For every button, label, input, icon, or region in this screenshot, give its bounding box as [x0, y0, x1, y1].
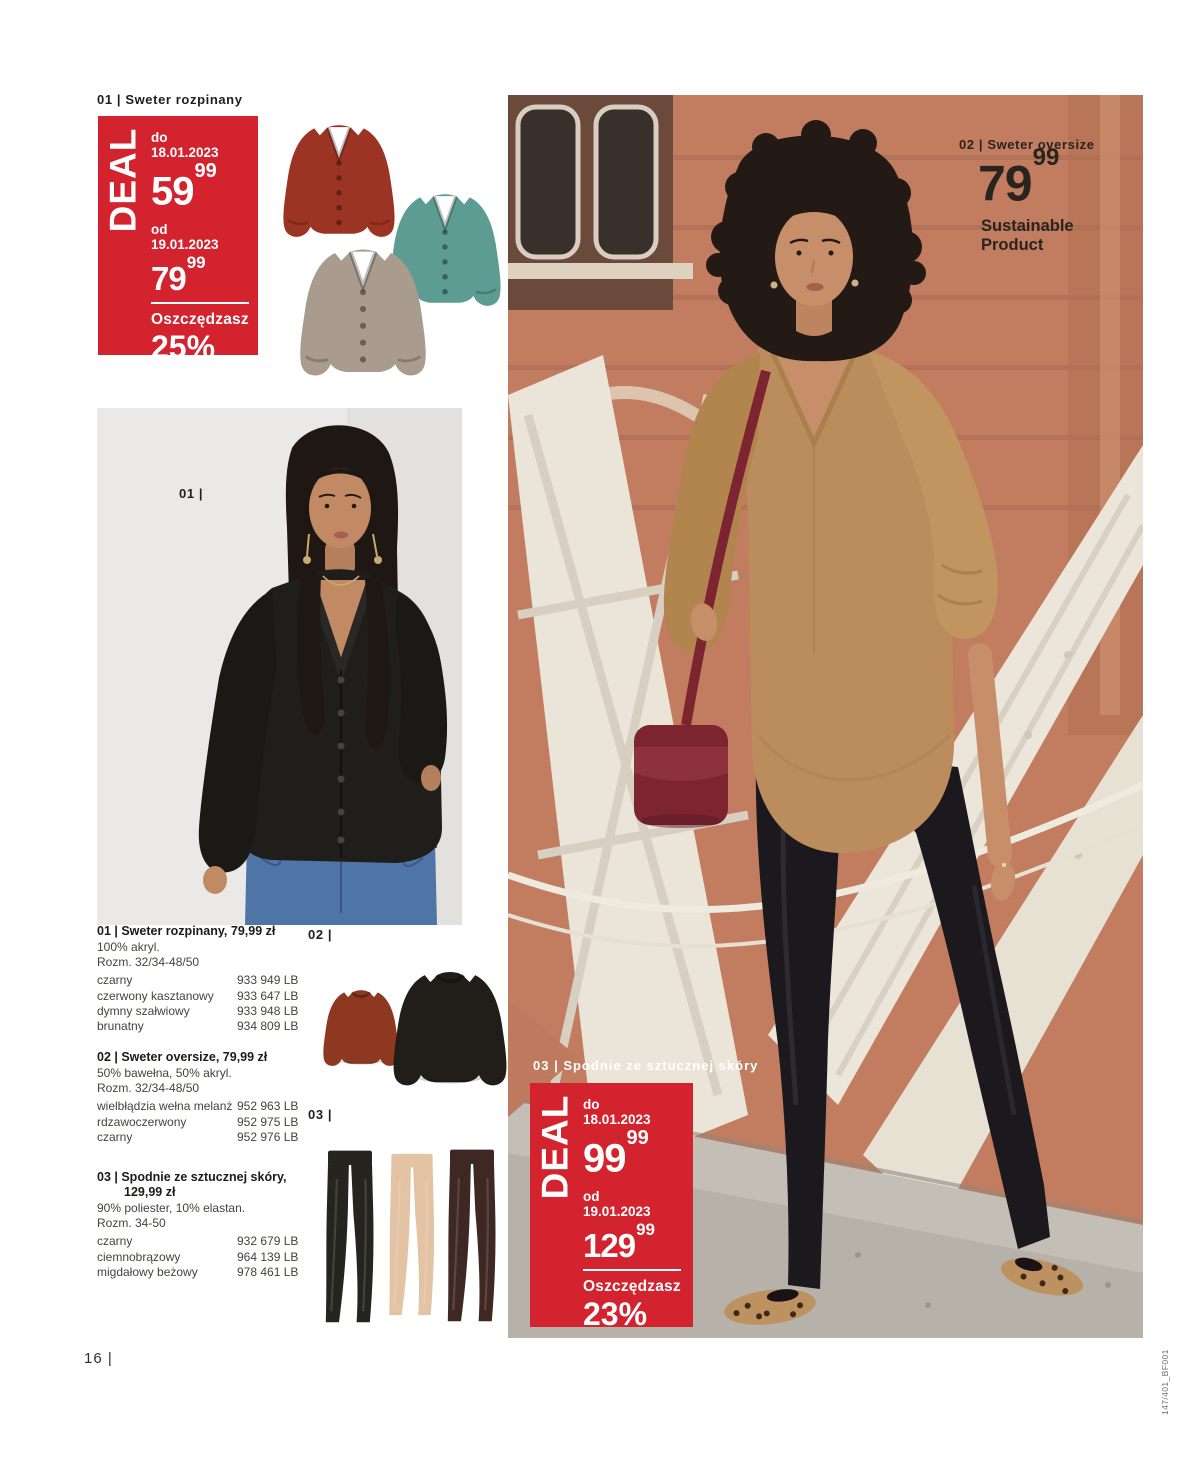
window — [518, 107, 578, 257]
earring — [771, 282, 778, 289]
earring — [852, 280, 859, 287]
deal-from-label: od — [151, 222, 168, 238]
deal-until-label: do — [151, 130, 168, 145]
burgundy-crossbody-bag — [634, 725, 728, 828]
face — [775, 208, 853, 306]
cardigan-colorways-image — [265, 86, 513, 394]
product-01-details — [97, 924, 303, 1034]
deal-new-price: $129^{99}$ — [583, 1220, 655, 1265]
thumb-marker-02: 02 | — [308, 927, 333, 942]
cardigan-red-thumb — [283, 125, 394, 237]
product-03-label: 03 | Spodnie ze sztucznej skóry — [533, 1058, 759, 1073]
fabric: 50% bawełna, 50% akryl. — [97, 1066, 232, 1080]
thumb-marker-03: 03 | — [308, 1107, 333, 1122]
photo-marker-01: 01 | — [179, 486, 204, 501]
product-02-details — [97, 1050, 303, 1145]
cardigan-taupe-thumb — [300, 250, 425, 376]
product-01-label: 01 | Sweter rozpinany — [97, 92, 243, 107]
pants-beige-thumb — [389, 1154, 434, 1315]
pants-colorways-image — [313, 1126, 509, 1346]
pants-brown-thumb — [448, 1150, 496, 1322]
sweater-rust-thumb — [323, 990, 398, 1066]
deal-divider — [583, 1269, 681, 1271]
deal-save-percent: 23% — [583, 1296, 648, 1333]
sweater-black-thumb — [394, 972, 507, 1085]
deal-badge-pants — [530, 1083, 693, 1333]
deal-old-price: $99^{99}$ — [583, 1127, 649, 1181]
color-code-row: brunatny 934 809 LB — [97, 1019, 299, 1034]
color-code-row: czarny 932 679 LB — [97, 1234, 299, 1249]
color-code-row: rdzawoczerwony 952 975 LB — [97, 1114, 299, 1129]
deal-word-vertical: DEAL — [534, 1094, 576, 1200]
deal-save-percent: 25% — [151, 329, 216, 366]
cardigan-model-illustration — [97, 408, 462, 925]
deal-badge-sweater — [98, 116, 258, 366]
sustainable-product-badge: Sustainable Product — [981, 217, 1074, 254]
product-03-details — [97, 1170, 303, 1280]
deal-new-price: $79^{99}$ — [151, 253, 206, 298]
model-photo-cardigan — [97, 408, 462, 925]
deal-word-vertical: DEAL — [102, 127, 144, 233]
deal-save-label: Oszczędzasz — [151, 311, 249, 329]
product-02-label: 02 | Sweter oversize — [959, 137, 1095, 152]
detail-title: 01 | Sweter rozpinany, 79,99 zł — [97, 924, 276, 938]
color-code-row: migdałowy beżowy 978 461 LB — [97, 1264, 299, 1279]
color-code-row: czarny 933 949 LB — [97, 973, 299, 988]
pants-black-thumb — [326, 1151, 374, 1323]
print-code: 147/401_BF001 — [1160, 1349, 1170, 1415]
deal-from-date: 19.01.2023 — [151, 237, 219, 253]
color-code-row: dymny szałwiowy 933 948 LB — [97, 1003, 299, 1018]
deal-save-label: Oszczędzasz — [583, 1278, 681, 1296]
color-code-row: czerwony kasztanowy 933 647 LB — [97, 988, 299, 1003]
deal-divider — [151, 302, 249, 304]
sizes: Rozm. 32/34-48/50 — [97, 1081, 200, 1096]
product-02-price: $79^{99}$ — [978, 144, 1060, 212]
sweater-colorways-image — [313, 940, 513, 1110]
fabric: 100% akryl. — [97, 940, 160, 954]
color-code-row: ciemnobrązowy 964 139 LB — [97, 1249, 299, 1264]
hand — [203, 866, 227, 894]
fabric: 90% poliester, 10% elastan. — [97, 1201, 246, 1215]
detail-title: 02 | Sweter oversize, 79,99 zł — [97, 1050, 268, 1064]
deal-old-price: $59^{99}$ — [151, 160, 217, 214]
window — [596, 107, 656, 257]
deal-until-date: 18.01.2023 — [583, 1112, 651, 1127]
sizes: Rozm. 32/34-48/50 — [97, 955, 200, 970]
button — [338, 677, 345, 684]
sizes: Rozm. 34-50 — [97, 1216, 166, 1231]
color-code-row: wielbłądzia wełna melanż 952 963 LB — [97, 1099, 299, 1114]
deal-from-label: od — [583, 1189, 600, 1205]
deal-until-label: do — [583, 1097, 600, 1112]
detail-title: 03 | Spodnie ze sztucznej skóry, 129,99 zł — [97, 1170, 287, 1199]
color-code-row: czarny 952 976 LB — [97, 1129, 299, 1144]
deal-until-date: 18.01.2023 — [151, 145, 219, 160]
deal-from-date: 19.01.2023 — [583, 1204, 651, 1220]
page-number: 16 | — [84, 1350, 113, 1367]
